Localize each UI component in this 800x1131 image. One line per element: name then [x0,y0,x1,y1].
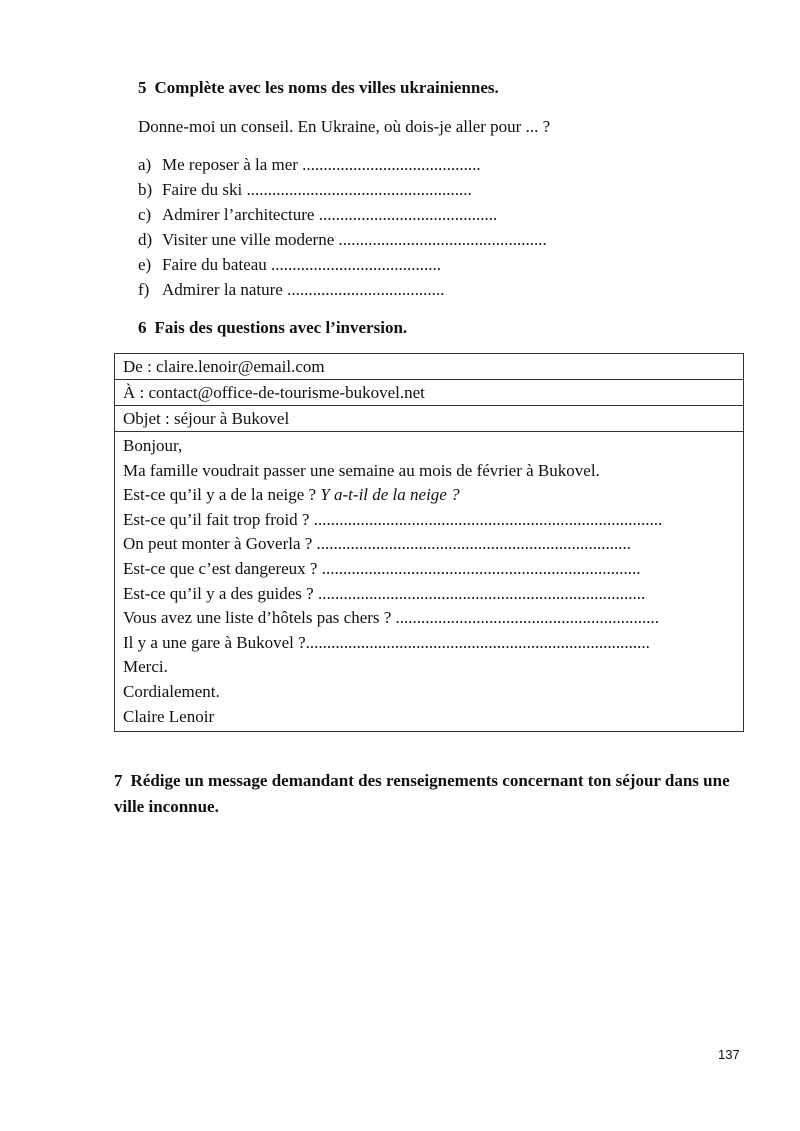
email-closing: Cordialement. [123,681,220,701]
list-item [138,227,547,252]
list-item-letter: e) [138,255,152,274]
exercise-6-title: Fais des questions avec l’inversion. [154,318,408,337]
list-item-text: Admirer la nature ..................................... [162,280,445,299]
email-body [115,432,743,731]
list-item [138,202,547,227]
list-item [138,177,547,202]
email-from: De : claire.lenoir@email.com [115,354,743,380]
list-item-letter: c) [138,205,152,224]
list-item-text: Admirer l’architecture .......................................... [162,205,498,224]
email-example-line [123,483,743,508]
exercise-6-heading [138,318,407,338]
list-item-letter: f) [138,280,150,299]
list-item-letter: b) [138,180,153,199]
question-line: Est-ce qu’il y a des guides ? ............................................................................. [123,583,646,603]
email-thanks: Merci. [123,657,168,677]
question-line: Il y a une gare à Bukovel ?................................................................................. [123,632,650,652]
email-intro: Ma famille voudrait passer une semaine au mois de février à Bukovel. [123,460,600,480]
list-item-letter: a) [138,155,152,174]
page-number: 137 [718,1047,740,1062]
list-item-text: Faire du ski ..................................................... [162,180,472,199]
exercise-6-number: 6 [138,318,147,337]
exercise-7-number: 7 [114,771,123,790]
list-item-text: Faire du bateau ........................................ [162,255,442,274]
question-line: On peut monter à Goverla ? .......................................................................... [123,534,632,554]
list-item-text: Me reposer à la mer .......................................... [162,155,481,174]
exercise-7-heading [114,768,734,820]
email-subject: Objet : séjour à Bukovel [115,406,743,432]
email-to: À : contact@office-de-tourisme-bukovel.net [115,380,743,406]
list-item [138,152,547,177]
exercise-5-list [138,152,547,302]
question-line: Est-ce qu’il fait trop froid ? .................................................................................. [123,509,663,529]
email-greeting: Bonjour, [123,436,183,455]
question-line: Est-ce que c’est dangereux ? ........................................................................... [123,558,641,578]
example-answer: Y a-t-il de la neige ? [320,485,460,505]
list-item-text: Visiter une ville moderne ................................................. [162,230,547,249]
list-item-letter: d) [138,230,153,249]
exercise-5-number: 5 [138,78,147,97]
exercise-5-prompt: Donne-moi un conseil. En Ukraine, où dois-je aller pour ... ? [138,117,551,136]
exercise-5-title: Complète avec les noms des villes ukrainiennes. [154,78,499,97]
question-line: Vous avez une liste d’hôtels pas chers ? .............................................................. [123,608,660,628]
list-item [138,252,547,277]
email-box [114,353,744,732]
list-item [138,277,547,302]
exercise-5-heading [138,78,499,98]
exercise-7-title: Rédige un message demandant des renseignements concernant ton séjour dans une ville inconnue. [114,771,730,816]
email-signature: Claire Lenoir [123,706,215,726]
example-question: Est-ce qu’il y a de la neige ? [123,485,317,505]
